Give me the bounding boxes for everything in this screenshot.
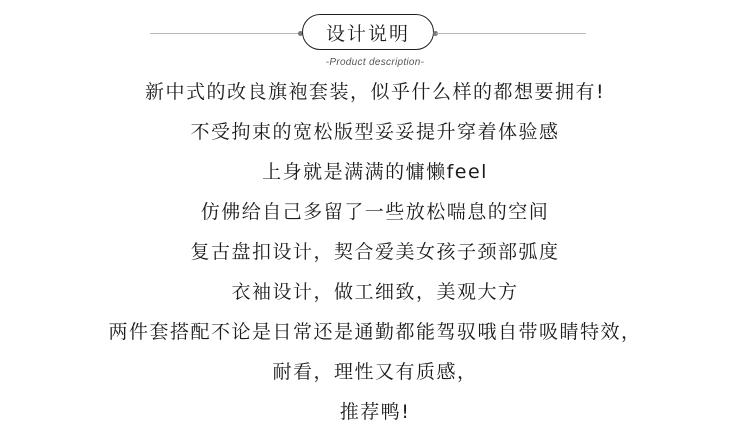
description-lines <box>0 70 750 432</box>
description-line: 上身就是满满的慵懒feel <box>262 161 488 183</box>
header-divider-left <box>150 33 300 34</box>
description-line: 复古盘扣设计，契合爱美女孩子颈部弧度 <box>190 241 560 263</box>
section-title: 设计说明 <box>302 14 434 50</box>
description-line: 新中式的改良旗袍套装，似乎什么样的都想要拥有! <box>144 81 606 103</box>
header-divider-right <box>436 33 586 34</box>
description-line: 仿佛给自己多留了一些放松喘息的空间 <box>200 201 550 223</box>
description-line: 衣袖设计，做工细致，美观大方 <box>231 281 519 303</box>
section-header <box>0 0 750 70</box>
description-line: 耐看，理性又有质感， <box>272 361 478 383</box>
section-subtitle: -Product description- <box>325 57 425 68</box>
description-line: 两件套搭配不论是日常还是通勤都能驾驭哦自带吸睛特效， <box>108 321 642 343</box>
description-line: 推荐鸭! <box>339 401 411 423</box>
description-line: 不受拘束的宽松版型妥妥提升穿着体验感 <box>190 121 560 143</box>
